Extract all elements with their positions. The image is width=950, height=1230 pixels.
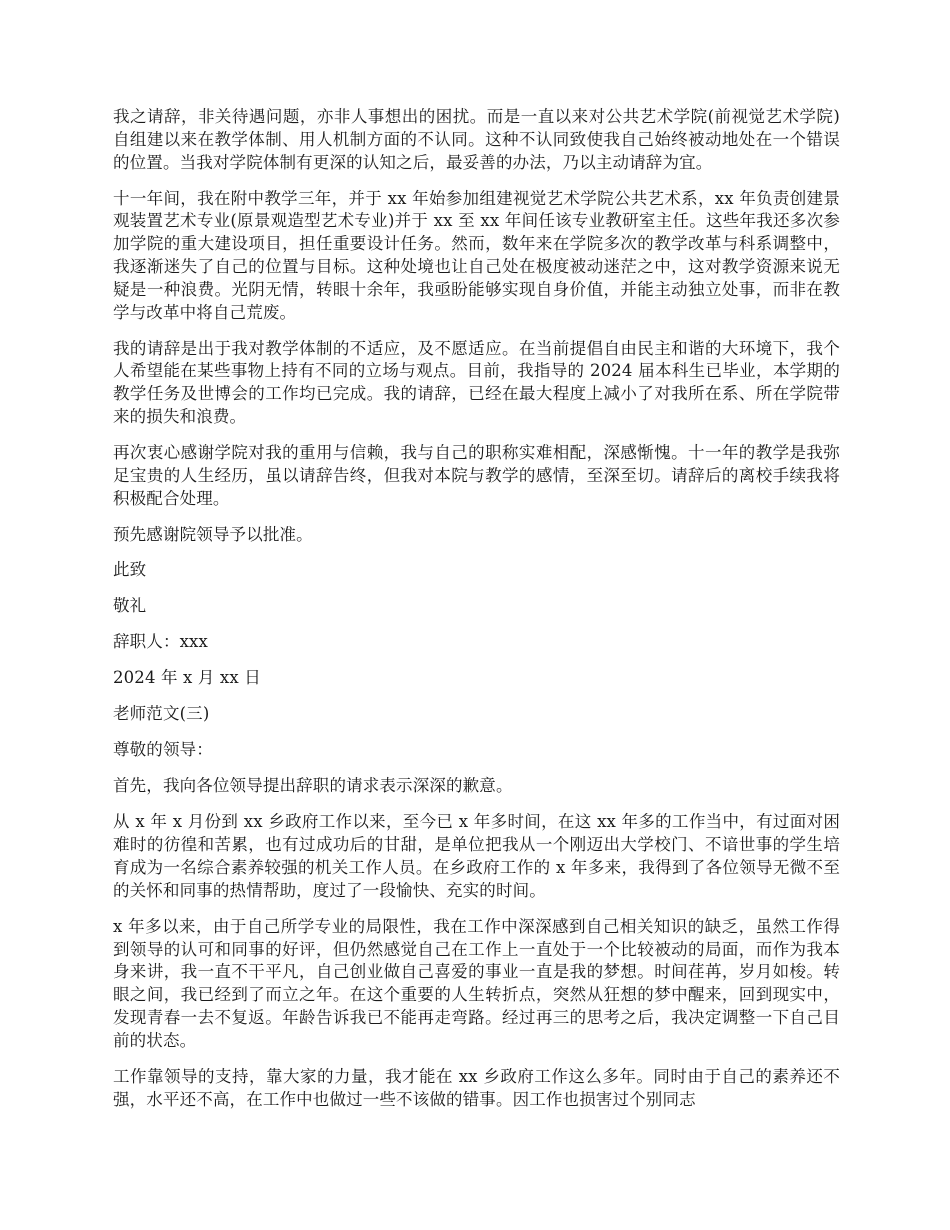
paragraph-gratitude: 再次衷心感谢学院对我的重用与信赖，我与自己的职称实难相配，深感惭愧。十一年的教学是我弥足宝贵的人生经历，虽以请辞告终，但我对本院与教学的感情，至深至切。请辞后的离校手续我将积极配合处理。 (113, 442, 840, 508)
paragraph-teaching-system: 我的请辞是出于我对教学体制的不适应，及不愿适应。在当前提倡自由民主和谐的大环境下，我个人希望能在某些事物上持有不同的立场与观点。目前，我指导的 2024 届本科生已毕业，本学期的教学任务及世博会的工作均已完成。我的请辞，已经在最大程度上减小了对我所在系、所在学院带来的损失和浪费。 (113, 338, 840, 426)
paragraph-support: 工作靠领导的支持，靠大家的力量，我才能在 xx 乡政府工作这么多年。同时由于自己的素养还不强，水平还不高，在工作中也做过一些不该做的错事。因工作也损害过个别同志 (113, 1066, 840, 1109)
paragraph-resignation-reason: 我之请辞，非关待遇问题，亦非人事想出的困扰。而是一直以来对公共艺术学院(前视觉艺术学院)自组建以来在教学体制、用人机制方面的不认同。这种不认同致使我自己始终被动地处在一个错误的位置。当我对学院体制有更深的认知之后，最妥善的办法，乃以主动请辞为宜。 (113, 107, 840, 172)
document-body (113, 106, 840, 1125)
closing-regards: 敬礼 (113, 596, 147, 616)
paragraph-eleven-years: 十一年间，我在附中教学三年，并于 xx 年始参加组建视觉艺术学院公共艺术系，xx 年负责创建景观装置艺术专业(原景观造型艺术专业)并于 xx 至 xx 年间任该专业教研室主任。这些年我还多次参加学院的重大建设项目，担任重要设计任务。然而，数年来在学院多次的教学改革与科系调整中，我逐渐迷失了自己的位置与目标。这种处境也让自己处在极度被动迷茫之中，这对教学资源来说无疑是一种浪费。光阴无情，转眼十余年，我亟盼能够实现自身价值，并能主动独立处事，而非在教学与改革中将自己荒废。 (113, 188, 840, 322)
section-title: 老师范文(三) (113, 704, 210, 724)
signature-line: 辞职人：xxx (113, 632, 208, 652)
paragraph-work-history: 从 x 年 x 月份到 xx 乡政府工作以来，至今已 x 年多时间，在这 xx 年多的工作当中，有过面对困难时的彷徨和苦累，也有过成功后的甘甜，是单位把我从一个刚迈出大学校门、不谙世事的学生培育成为一名综合素养较强的机关工作人员。在乡政府工作的 x 年多来，我得到了各位领导无微不至的关怀和同事的热情帮助，度过了一段愉快、充实的时间。 (113, 812, 840, 900)
greeting-line: 尊敬的领导： (113, 740, 213, 760)
paragraph-apology: 首先，我向各位领导提出辞职的请求表示深深的歉意。 (113, 776, 513, 796)
closing-salutation: 此致 (113, 560, 147, 580)
date-line: 2024 年 x 月 xx 日 (113, 668, 261, 688)
paragraph-reflection: x 年多以来，由于自己所学专业的局限性，我在工作中深深感到自己相关知识的缺乏，虽然工作得到领导的认可和同事的好评，但仍然感觉自己在工作上一直处于一个比较被动的局面，而作为我本身来讲，我一直不干平凡，自己创业做自己喜爱的事业一直是我的梦想。时间荏苒，岁月如梭。转眼之间，我已经到了而立之年。在这个重要的人生转折点，突然从狂想的梦中醒来，回到现实中，发现青春一去不复返。年龄告诉我已不能再走弯路。经过再三的思考之后，我决定调整一下自己目前的状态。 (113, 916, 840, 1050)
paragraph-approval-thanks: 预先感谢院领导予以批准。 (113, 524, 313, 544)
